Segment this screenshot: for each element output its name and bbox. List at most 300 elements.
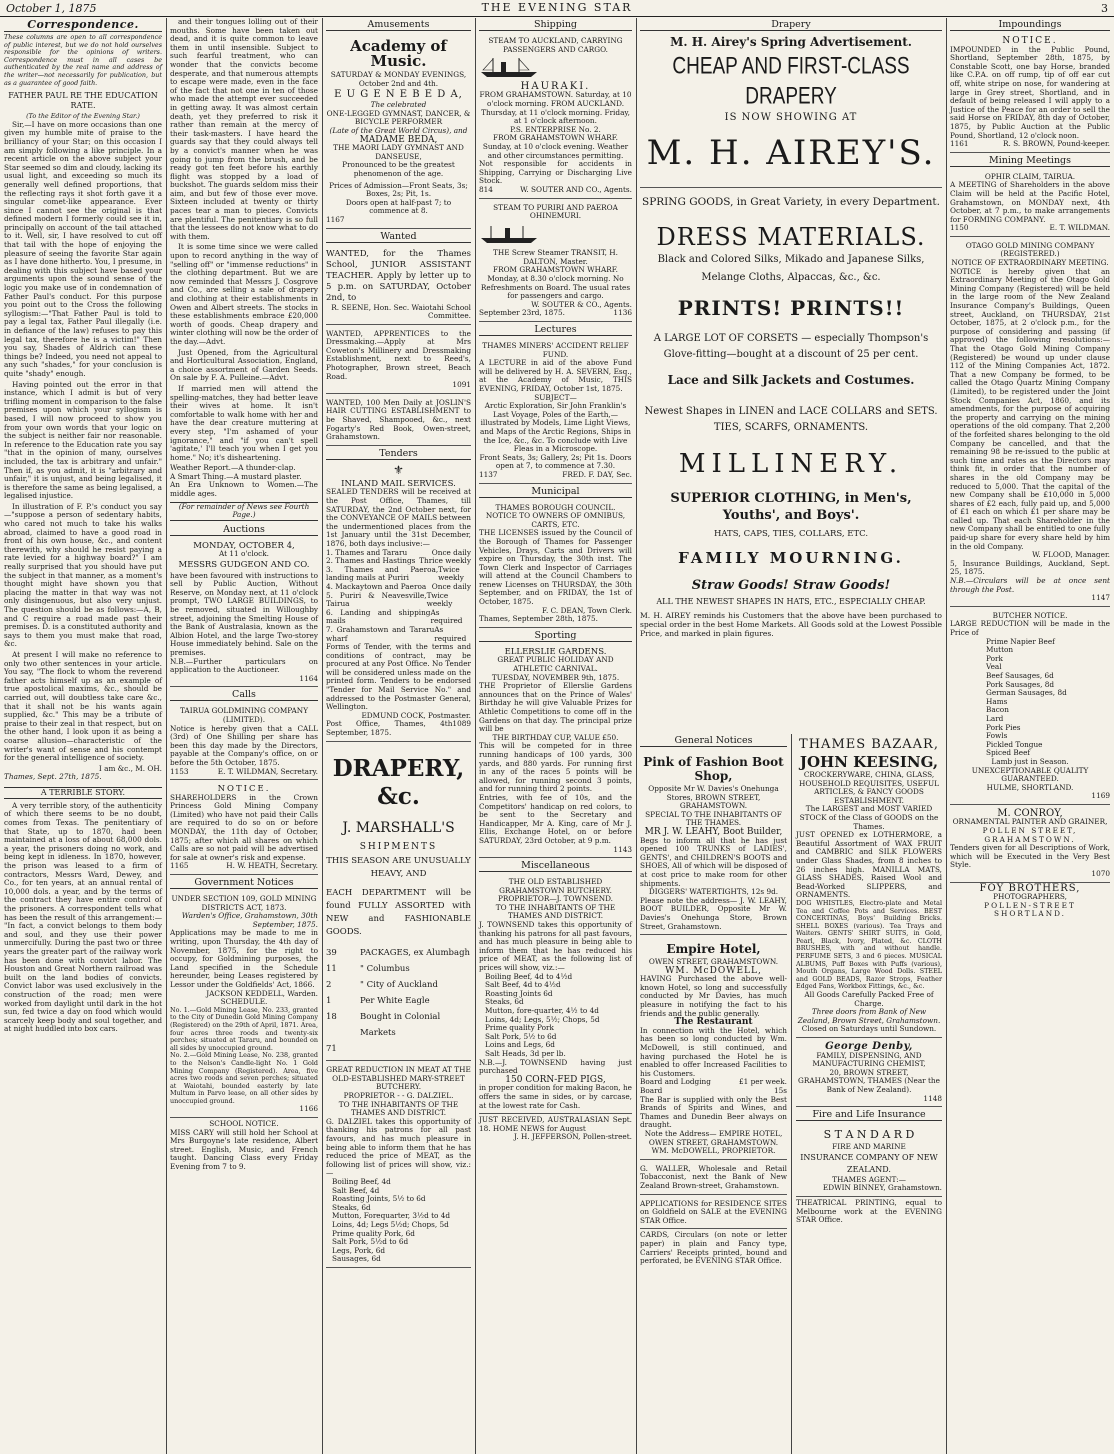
ad-number: 1136 (613, 308, 632, 318)
airey-reminder: M. H. AIREY reminds his Customers that the above have been purchased to special order in the best Home Markets. All Goods sold at the Lowest Possible Price, and marked in plain figures. (640, 610, 942, 638)
letter-signature: I am &c., M. OH. (98, 763, 162, 773)
marshall-ad (326, 744, 471, 1062)
butcher-item: Pork (986, 653, 1003, 663)
event-body: THE Proprietor of Ellerslie Gardens announces that on the Prince of Wales' Birthday he will give Valuable Prizes for Athletic Competitions to come off in the Gardens on that day. The principal prize will be (479, 681, 632, 734)
notice-signature: JACKSON KEDDELL, Warden. (206, 988, 318, 998)
section-heading: Correspondence. (4, 18, 162, 32)
boot-shop-ad (640, 750, 787, 935)
cargo-row (326, 961, 471, 977)
notice-ad (170, 782, 318, 875)
section-heading: Amusements (326, 19, 471, 31)
butchery-title: THE OLD ESTABLISHED GRAHAMSTOWN BUTCHERY. (499, 877, 612, 895)
ad-number: 814 (479, 184, 493, 194)
hotel-proprietor: WM. McDOWELL, (665, 965, 762, 976)
price-item: Mutton, fore-quarter, 4½ to 4d (485, 1006, 599, 1015)
insurer-name: S T A N D A R D (823, 1128, 915, 1142)
butcher-list (950, 638, 1110, 758)
butcher-item: Veal (986, 662, 1002, 672)
price-item: Mutton, Forequarter, 3½d to 4d (332, 1211, 451, 1221)
calls-ad (170, 704, 318, 780)
meeting-body: A MEETING of Shareholders in the above Claim will be held at the Pacific Hotel, Grahamstown, on MONDAY next, 4th October, at 7 p.m., to make arrangements for FORMING COMPANY. (950, 180, 1110, 224)
schedule-item: No. 2.—Gold Mining Lease, No. 238, granted to the Nelson's Candle-light No. 1 Gold Mining Company (Registered). Area, five acres two roods and seven perches; situated at Waiotahi, bounded easterly by late Multum in Parvo lease, on all other sides by unoccupied ground. (170, 1051, 318, 1105)
wanted-ad (326, 246, 471, 325)
mourning-line: FAMILY MOURNING. (678, 549, 904, 568)
cargo-row (326, 977, 471, 993)
chemist-trade: FAMILY, DISPENSING, AND MANUFACTURING CHEMIST, (812, 1050, 926, 1069)
route-title: STEAM TO PURIRI AND PAEROA OHINEMURI. (493, 202, 618, 221)
butcher-item: Pork Pies (986, 722, 1021, 732)
route-frequency: Thrice weekly (419, 556, 471, 566)
bazaar-hours: Closed on Saturdays until Sundown. (801, 1024, 937, 1034)
cargo-description: PACKAGES, ex Alumbagh (360, 948, 470, 959)
wanted-ad (326, 327, 471, 394)
ad-number: 1150 (950, 223, 969, 233)
butchery-body: J. TOWNSEND takes this opportunity of thanking his patrons for all past favours, and has much pleasure in being able to inform them that he has reduced his price of MEAT, as the following list of prices will show, viz.:— (479, 920, 632, 973)
calls-body: Notice is hereby given that a CALL (3rd) of One Shilling per share has been this day made by the Directors, payable at the Company's office, on or before the 5th October, 1875. (170, 723, 318, 767)
photographer-trade: PHOTOGRAPHERS, (993, 892, 1067, 902)
venue-name: ELLERSLIE GARDENS. (504, 646, 607, 657)
chemist-ad (796, 1040, 942, 1107)
ad-date: September 23rd, 1875. (479, 308, 565, 318)
story-title: A TERRIBLE STORY. (4, 787, 162, 799)
insurer-company: INSURANCE COMPANY OF NEW ZEALAND. (800, 1152, 938, 1174)
merchant-name: J. MARSHALL'S (342, 819, 455, 836)
photographer-name: FOY BROTHERS, (979, 882, 1081, 894)
butchery-note: N.B.—J. TOWNSEND having just purchased (479, 1057, 632, 1076)
otago-ad (950, 239, 1110, 607)
shipments-heading: SHIPMENTS (359, 841, 438, 852)
butcher-name: HULME, SHORTLAND. (986, 782, 1074, 792)
company-name: OTAGO GOLD MINING COMPANY (REGISTERED.) (965, 240, 1095, 259)
section-heading: Calls (170, 689, 318, 701)
hotel-ad (640, 937, 787, 1160)
cards-ad: CARDS, Circulars (on note or letter paper) in plain and Fancy type, Carriers' Receipts printed, bound and perforated, be EVENING STAR Office. (640, 1230, 787, 1266)
ad-number: 1148 (923, 1093, 942, 1103)
schedule-heading: SCHEDULE. (220, 997, 268, 1007)
butcher-item: Bacon (986, 705, 1009, 715)
insurer-agent-label: THAMES AGENT:— (832, 1174, 906, 1184)
shop-address-note: Please note the address— J. W. LEAHY, BOOT BUILDER, Opposite Mr W. Davies's Onehunga Store, Brown Street, Grahamstown. (640, 895, 787, 931)
ad-number: 1153 (170, 766, 189, 776)
ophir-ad (950, 170, 1110, 237)
silks-line: Black and Colored Silks, Mikado and Japanese Silks, Melange Cloths, Alpaccas, &c., &c. (657, 253, 925, 283)
tender-terms: Forms of Tender, with the terms and conditions of contract, may be procured at any Post Office. No Tender will be considered unless made on the printed form. Tenders to be endorsed "Tender for Mail Service No." and addressed to the Postmaster General, Wellington. (326, 642, 471, 712)
ad-number: 1091 (452, 380, 471, 390)
wanted-ad (326, 396, 471, 446)
auction-ad (170, 539, 318, 688)
school-body: MISS CARY will still hold her School at Mrs Burgoyne's late residence, Albert street. English, Music, and French taught. Dancing Class every Friday Evening from 7 to 9. (170, 1127, 318, 1172)
column-drapery (636, 18, 946, 738)
price-item: Boiling Beef, 4d to 4½d (485, 971, 573, 981)
meat-address-line: TO THE INHABITANTS OF THE THAMES AND DISTRICT. (338, 1099, 459, 1118)
school-heading: SCHOOL NOTICE. (209, 1119, 279, 1129)
butcher-intro: LARGE REDUCTION will be made in the Price of (950, 619, 1110, 637)
route-frequency: As required (434, 624, 467, 643)
shop-special: SPECIAL TO THE INHABITANTS OF THE THAMES. (645, 809, 782, 828)
painter-name: M. CONROY, (997, 807, 1063, 819)
section-heading: Tenders (326, 448, 471, 460)
straw-line: Straw Goods! Straw Goods! (691, 578, 891, 594)
jackets-line: Lace and Silk Jackets and Costumes. (667, 372, 915, 387)
photographer-ad (950, 882, 1110, 919)
paper-title: THE EVENING STAR (481, 1, 633, 14)
column-correspondence (0, 18, 166, 1454)
butcher-item: Beef Sausages, 6d (986, 670, 1054, 680)
section-heading: Fire and Life Insurance (796, 1109, 942, 1121)
route-frequency: Twice weekly (438, 564, 464, 583)
agent-signature: W. SOUTER AND CO., Agents. (520, 184, 632, 194)
newest-hats-line: ALL THE NEWEST SHAPES IN HATS, ETC., ESPECIALLY CHEAP. (656, 597, 926, 607)
meat-ad (326, 1063, 471, 1268)
butchery-address-line: TO THE INHABITANTS OF THE THAMES AND DISTRICT. (495, 902, 616, 921)
bazaar-opened: JUST OPENED ex LOTHERMORE, a Beautiful Assortment of WAX FRUIT and CAMBRIC and SILK FLOWERS under Glass Shades, from 8 inches to 26 inches high. MANILLA MATS, GLASS SHADES, Raised Wool and Bead-Worked SLIPPERS, and ORNAMENTS. (796, 830, 942, 900)
price-item: Loins, 4d; Legs 5½d; Chops, 5d (332, 1219, 449, 1229)
notice-title: NOTICE TO OWNERS OF OMNIBUS, CARTS, ETC. (485, 511, 626, 529)
tender-date: Post Office, Thames, 4th September, 1875. (326, 719, 453, 738)
letter-title: FATHER PAUL RE THE EDUCATION RATE. (8, 91, 158, 110)
ad-number: 1070 (1091, 869, 1110, 879)
column-amusements (322, 18, 475, 1454)
board-item: Board and Lodging (640, 1077, 711, 1087)
route-name: 3. Thames and Paeroa, landing mails at Puriri (326, 564, 439, 583)
news-paragraph: If married men will attend the spelling-matches, they had better leave their wives at home. It isn't comfortable to walk home with her and have the dear creature muttering at every step, "I'm ashamed of your ignorance," and "if you can't spell 'agitate,' I'll teach you when I get you home." No; it's disheartening. (170, 383, 318, 462)
meat-proprietor: PROPRIETOR - - G. DALZIEL. (343, 1091, 454, 1100)
prize-title: THE BIRTHDAY CUP, VALUE £50. (492, 732, 619, 742)
cargo-row (326, 945, 471, 961)
wanted-body: WANTED, 100 Men Daily at JOSLIN'S HAIR CUTTING ESTABLISHMENT to be Shaved, Shampooed, &c., next Fogarty's Red Book, Owen-street, Grahamstown. (326, 397, 471, 442)
route-frequency: Twice weekly (426, 590, 453, 609)
government-notice (170, 892, 318, 1118)
board-price: 15s (773, 1086, 787, 1095)
letter-paragraph: Sir,—I have on more occasions than one given my humble mite of praise to the brilliancy of your Star; on this occasion I am simply following a like principle. In a recent article on the above subject your Star seemed so dim and cloudy, lacking its usual light, and exceeding so much its generally well defined proportions, that the reflecting rays it shot forth gave it a singular comet-like appearance. Ever since I cannot see the original is that defined modern I formerly could see it in, principally on account of the tail attached to it. Well, sir, I have resolved to cut off that tail with the hope of enjoying the pleasure of seeing the favorite Star again as I have done hitherto. You, I presume, in dealing with this subject have based your arguments upon the sound sense of the logic you make use of in condemnation of Father Paul's conduct. For this purpose you point out to the Cross the following syllogism:—"That Father Paul is told to pay a legal tax, Father Paul illegally (i.e. in defiance of the law) refuses to pay this legal tax, therefore he is a victim!" Then you say, Shades of Aldrich can these things be? Indeed, you need not appeal to any such "shades," for your conclusion is quite "shady" enough. (4, 119, 162, 378)
painter-address: POLLEN STREET, GRAHAMSTOWN. (982, 826, 1078, 844)
notice-heading: NOTICE. (1002, 36, 1058, 46)
section-heading: Government Notices (170, 877, 318, 889)
hotel-signature: Note the Address— EMPIRE HOTEL, OWEN STREET, GRAHAMSTOWN. WM. McDOWELL, PROPRIETOR. (644, 1128, 783, 1156)
ad-number: 1147 (1091, 593, 1110, 603)
cargo-row (326, 1009, 471, 1041)
cargo-description: " City of Auckland (360, 980, 438, 991)
section-heading: Lectures (479, 324, 632, 336)
ad-number: 1169 (1091, 791, 1110, 801)
lecture-body: A LECTURE in aid of the above Fund will be delivered by H. A. SEVERN, Esq., at the Academy of Music, THIS EVENING, FRIDAY, October 1st, 1875. (479, 358, 632, 393)
insurer-type: FIRE AND MARINE (832, 1142, 906, 1152)
tender-ad (326, 463, 471, 742)
performer-note: Pronounced to be the greatest phenomenon of the age. (342, 160, 455, 178)
performer-act: ONE-LEGGED GYMNAST, DANCER, & BICYCLE PERFORMER (326, 108, 471, 127)
lecture-title: THAMES MINERS' ACCIDENT RELIEF FUND. (482, 341, 629, 359)
price-item: Boiling Beef, 4d (332, 1176, 391, 1186)
ad-number: 1089 (452, 719, 471, 729)
cargo-quantity: 2 (326, 980, 332, 991)
tender-signature: EDMUND COCK, Postmaster. (361, 710, 471, 720)
price-item: Steaks, 6d (485, 997, 524, 1007)
event-title: GREAT PUBLIC HOLIDAY AND ATHLETIC CARNIVAL. (497, 655, 614, 674)
section-heading: Mining Meetings (950, 155, 1110, 167)
auctioneer-name: MESSRS GUDGEON AND CO. (178, 560, 310, 571)
price-item: Prime quality Pork (485, 1023, 554, 1033)
section-heading: Impoundings (950, 19, 1110, 31)
price-item: Loins, 4d; Legs, 5½; Chops, 5d (485, 1014, 600, 1024)
shop-body: Begs to inform all that he has just opened 100 TRUNKS of LADIES', GENTS', and CHILDREN'S BOOTS and SHOES, All of which will be disposed of at cost price to make room for other shipments. (640, 835, 787, 888)
hats-line: HATS, CAPS, TIES, COLLARS, ETC. (713, 528, 869, 539)
news-paragraph: and their tongues lolling out of their mouths. Some have been taken out dead, and it is quite common to leave them in until insensible. Subject to such fearful treatment, who can wonder that the convicts become desperate, and that numerous attempts to escape were made, even in the face of the fact that not one in ten of those who made the attempt ever succeeded in getting away. It was almost certain death, yet they preferred to risk it rather than remain at the mercy of their task-masters. I have heard the guards say that they could always tell by a convict's manner when he was going to jump from the brush, and be ready got ten feet before his earthly flight was stopped by a load of buckshot. The guards seldom miss their aim, and but few of those ever move. Sixteen included at twenty or thirty paces tear a man to pieces. Convicts are plentiful. The penitentiary is so full that the lessees do not know what to do with them. (170, 18, 318, 241)
section-heading: Wanted (326, 231, 471, 243)
store-name: M. H. AIREY'S. (646, 132, 936, 173)
agent-signature: W. SOUTER & CO., Agents. (531, 299, 632, 309)
auction-note: N.B.—Further particulars on application to the Auctioneer. (170, 656, 318, 675)
route-frequency: As required (430, 607, 463, 626)
story-text: A very terrible story, of the authenticity of which there seems to be no doubt, comes from Texas. The penitentiary of that State, up to 1870, had been maintained at a loss of about 68,000 dols. a year, the prisoners doing no work, and being kept in idleness. In 1870, however, the prison was leased to a firm of contractors, Messrs Ward, Dewey, and Co., for ten years, at an annual rental of 10,000 dols. a year, and by the terms of the contract they have entire control of the prisoners. A correspondent tells what has been the result of this arrangement:— "In fact, a convict belongs to them body and soul, and they use their power unmercifully. During the past two or three years the greater part of the railway work has been done with convict labor. The Houston and Great Northern railroad was built on the land bodies of convicts. Convict labor was used exclusively in the construction of the road; men were worked from daylight until dark in the hot sun, fed twice a day on food which would scarcely keep body and soul together, and at night huddled into box cars. (4, 800, 162, 1034)
column-news (166, 18, 322, 1454)
shop-address: Opposite Mr W. Davies's Onehunga Stores, BROWN STREET, GRAHAMSTOWN. (648, 784, 779, 811)
admission-prices: Prices of Admission—Front Seats, 3s; Boxes, 2s; Pit, 1s. (329, 180, 468, 199)
butcher-item: Prime Napier Beef (986, 636, 1055, 646)
notice-signature: H. W. HEATH, Secretary. (226, 861, 318, 871)
meeting-address: 5, Insurance Buildings, Auckland, Sept. 25, 1875. (950, 558, 1110, 577)
shop-name: Pink of Fashion Boot Shop, (643, 755, 784, 783)
drapery-heading: DRAPERY, &c. (332, 754, 465, 810)
chemist-address: 20, BROWN STREET, GRAHAMSTOWN, THAMES (Near the Bank of New Zealand). (798, 1067, 940, 1094)
price-item: Salt Beef, 4d to 4½d (485, 980, 561, 990)
section-heading: General Notices (640, 735, 787, 747)
section-heading: Municipal (479, 486, 632, 498)
section-heading: Miscellaneous (479, 860, 632, 872)
tender-body: SEALED TENDERS will be received at the Post Office, Thames, till SATURDAY, the 2nd October next, for the CONVEYANCE OF MAILS between the undermentioned places from the 1st January until the 31st December, 1876, both days inclusive:— (326, 487, 471, 548)
notice-body: SHAREHOLDERS in the Crown Princess Gold Mining Company (Limited) who have not paid their Calls are required to do so on or before MONDAY, the 11th day of October, 1875; after which all shares on which Calls are so not paid will be advertised for sale at owner's risk and expense. (170, 792, 318, 862)
bazaar-location: Three doors from Bank of New Zealand, Brown Street, Grahamstown. (797, 1007, 941, 1025)
letter-dateline: Thames, Sept. 27th, 1875. (4, 772, 102, 782)
route-name: 1. Thames and Tararu (326, 547, 408, 557)
performer-note: (Late of the Great World Circus), and (329, 125, 468, 135)
painter-ad (950, 807, 1110, 883)
tender-title: INLAND MAIL SERVICES. (341, 478, 456, 489)
cargo-row (326, 993, 471, 1009)
ad-number: 1166 (299, 1104, 318, 1114)
show-dates: SATURDAY & MONDAY EVENINGS, October 2nd and 4th. (330, 70, 467, 88)
restaurant-heading: The Restaurant (674, 1017, 753, 1028)
wit-line: Weather Report.—A thunder-clap. (170, 463, 296, 473)
clothing-line: SUPERIOR CLOTHING, in Men's, Youths', and Boys'. (670, 490, 912, 523)
butcher-ad (950, 609, 1110, 805)
price-item: Steaks, 6d (332, 1202, 371, 1212)
butcher-item: Pickled Tongue (986, 739, 1043, 749)
ad-showing: IS NOW SHOWING AT (724, 112, 858, 123)
hotel-body: HAVING Purchased the above well-known Hotel, so long and successfully conducted by Mr Davies, has much pleasure in notifying the fact to his friends and the public generally. (640, 974, 787, 1018)
price-item: Salt Pork, 5½d to 6d (332, 1237, 409, 1247)
price-item: Roasting Joints 6d (485, 988, 553, 998)
chemist-name: George Denby, (825, 1041, 913, 1052)
butcher-item: Lard (986, 713, 1004, 723)
butcher-item: German Sausages, 8d (986, 688, 1067, 698)
notice-signature: F. C. DEAN, Town Clerk. (542, 605, 632, 615)
millinery-line: MILLINERY. (678, 448, 904, 479)
vessel-name: P.S. ENTERPRISE No. 2. (510, 124, 601, 134)
performer-note: The celebrated (370, 100, 427, 110)
photographer-address: POLLEN-STREET SHORTLAND. (984, 900, 1076, 919)
meeting-note: N.B.—Circulars will be at once sent through the Post. (950, 576, 1110, 594)
steamship-icon (479, 223, 539, 245)
meat-price-list (326, 1178, 471, 1264)
insurer-agent: EDWIN BINNEY, Grahamstown. (822, 1183, 942, 1193)
ad-number: 1165 (170, 861, 189, 871)
letter-to: (To the Editor of the Evening Star.) (26, 112, 140, 121)
butcher-item: Hams (986, 696, 1008, 706)
butcher-heading: BUTCHER NOTICE. (992, 610, 1068, 620)
butcher-quality: UNEXCEPTIONABLE QUALITY GUARANTEED. (971, 765, 1089, 784)
notice-heading: NOTICE. (217, 784, 271, 795)
department-line: EACH DEPARTMENT will be found FULLY ASSORTED with NEW and FASHIONABLE GOODS. (326, 888, 471, 938)
painter-body: Tenders given for all Descriptions of Work, which will be Executed in the Very Best Style. (950, 843, 1110, 870)
calls-signature: E. T. WILDMAN, Secretary. (217, 766, 318, 776)
bazaar-ad (796, 734, 942, 1038)
ad-number: 1137 (479, 469, 498, 479)
meeting-title: NOTICE OF EXTRAORDINARY MEETING. (951, 258, 1109, 268)
cargo-list (326, 945, 471, 1057)
performer-act: THE MAORI LADY GYMNAST AND DANSEUSE, (333, 143, 464, 161)
sporting-ad (479, 645, 632, 858)
bazaar-owner: JOHN KEESING, (799, 753, 939, 771)
price-item: Prime quality Pork, 6d (332, 1228, 415, 1238)
prize-body: This will be competed for in three running handicaps of 100 yards, 300 yards, and 880 yards. For running first in any of the races 5 points will be allowed, for running second 3 points, and for running third 2 points. (479, 741, 632, 794)
ad-number: 1164 (299, 673, 318, 683)
liability-note: Not responsible for accidents in Shipping, Carrying or Discharging Live Stock. (479, 159, 632, 186)
butcher-item: Pork Sausages, 8d (986, 679, 1055, 689)
column-general-notices (636, 734, 791, 1454)
royal-arms-icon: ⚜ (393, 462, 404, 477)
cargo-description: Bought in Colonial Markets (360, 1012, 441, 1039)
collars-line: Newest Shapes in LINEN and LACE COLLARS and SETS. TIES, SCARFS, ORNAMENTS. (644, 405, 938, 433)
butcher-lamb: Lamb just in Season. (991, 756, 1069, 766)
academy-ad (326, 34, 471, 229)
prints-line: PRINTS! PRINTS!! (677, 295, 905, 320)
price-item: Loins and Legs, 6d (485, 1040, 555, 1050)
route-name: 5. Puriri & Neavesville, Tairua (326, 590, 427, 609)
shop-owner: MR J. W. LEAHY, Boot Builder, (644, 826, 783, 837)
venue-name: Academy of Music. (350, 37, 447, 70)
impound-body: IMPOUNDED in the Public Pound, Shortland, September 28th, 1875, by Constable Scott, one bay Horse, branded like C.P.A. on off rump, tip of off ear cut off, white stripe on nose, for wandering at large in Grey street, Shortland, and in default of being released I will apply to a Justice of the Peace for an order to sell the said Horse on FRIDAY, 8th day of October, 1875, by Public Auction at the Public Pound, Shortland, 12 o'clock noon. (950, 44, 1110, 140)
sailing-times: FROM GRAHAMSTOWN. Saturday, at 10 o'clock morning. FROM AUCKLAND. Thursday, at 11 o'clock morning. Friday, at 1 o'clock afternoon. (479, 90, 632, 126)
auction-time: At 11 o'clock. (218, 549, 270, 559)
cargo-description (360, 1041, 471, 1057)
steamer-ad (479, 34, 632, 199)
column-shipping (475, 18, 636, 1454)
wanted-body: WANTED, for the Thames School, JUNIOR ASSISTANT TEACHER. Apply by letter up to 5 p.m. on SATURDAY, October 2nd, to (326, 248, 471, 303)
bazaar-stock: The LARGEST and MOST VARIED STOCK of the Class of GOODS on the Thames. (799, 804, 939, 831)
section-heading: Drapery (640, 19, 942, 31)
news-signature: J. H. JEFFERSON, Pollen-street. (514, 1132, 632, 1142)
door-times: Doors open at half-past 7; to commence at 8. (345, 197, 452, 216)
performer-name: MADAME BEDA, (359, 134, 438, 145)
board-price: £1 per week. (738, 1077, 787, 1087)
impound-signature: R. S. BROWN, Pound-keeper. (1002, 139, 1110, 149)
issue-date: October 1, 1875 (6, 2, 97, 15)
hotel-name: Empire Hotel, (666, 942, 761, 957)
claim-name: OPHIR CLAIM, TAIRUA. (984, 171, 1076, 181)
municipal-ad (479, 501, 632, 628)
section-heading: Auctions (170, 524, 318, 536)
ad-number: 1161 (950, 139, 969, 149)
lecture-prices: Front Seats, 3s; Gallery, 2s; Pit 1s. Doors open at 7, to commence at 7.30. (479, 452, 632, 471)
news-paragraph: It is some time since we were called upon to record anything in the way of "selling off" or "immense reductions" in the clothing department. But we are now reminded that Messrs J. Cosgrove and Co., are selling a sale of drapery and clothing at their establishments in Owen and Albert streets. The stocks in these establishments embrace £20,000 worth of goods. Cheap drapery and winter clothing will now be the order of the day.—Advt. (170, 242, 318, 346)
corsets-line: A LARGE LOT OF CORSETS — especially Thompson's Glove-fitting—bought at a discount of 25 per cent. (653, 332, 929, 360)
masthead (0, 0, 1114, 17)
page-number: 3 (1101, 2, 1108, 15)
pigs-body: in proper condition for making Bacon, he offers the same in sides, or by carcase, at the lowest rate for Cash. (479, 1083, 632, 1110)
route-row (326, 566, 471, 583)
painter-trade: ORNAMENTAL PAINTER AND GRAINER, (952, 817, 1108, 827)
steamer-ad (479, 201, 632, 323)
route-list (326, 549, 471, 644)
bazaar-list: DOG WHISTLES, Electro-plate and Metal Tea and Coffee Pots and Services. BEST CONCERTINAS, Boys' Building Bricks. SHELL BOXES (various). Tea Trays and Waiters. GENTS' SHIRT SUITS, in Gold, Pearl, Black, Ivory, Plated, &c. CLOTH BRUSHES, with and without handle. PERFUME SETS, 3 and 6 pieces. MUSICAL ALBUMS, Puff Boxes with Puffs (various), Mouth Organs, Large Wood Dolls. STEEL and GOLD BEADS, Razor Strops, Feather Edged Fans, Workbox Fittings, &c., &c. (796, 898, 942, 991)
letter-paragraph: Having pointed out the error in that instance, which I admit is but of very trifling moment in comparison to the false premises upon which your syllogism is based, I will now proceed to show you from your own words that your logic on the subject is neither fair nor reasonable. In reference to the Education rate you say "that in the opinion of many, ourselves included, the tax is arbitrary and unfair." Then if, as you admit, it is "arbitrary and unfair," it is unjust, and being legalised, it is therefore the same as being legalised, a legalised injustice. (4, 379, 162, 501)
price-item: Salt Pork, 5½ to 6d (485, 1031, 557, 1041)
cargo-description: Per White Eagle (360, 996, 430, 1007)
butchery-ad (479, 875, 632, 1114)
meat-body: G. DALZIEL takes this opportunity of thanking his patrons for all past favours, and has much pleasure in being able to inform them that he has reduced the price of MEAT, as the following list of prices will show, viz.:— (326, 1116, 471, 1178)
notice-date: Thames, September 28th, 1875. (479, 614, 598, 624)
route-name: 7. Grahamstown and Tararu wharf (326, 624, 435, 643)
bazaar-name: THAMES BAZAAR, (799, 737, 939, 752)
cargo-quantity: 11 (326, 964, 337, 975)
section-heading: Shipping (479, 19, 632, 31)
route-name: 2. Thames and Hastings (326, 556, 416, 566)
hotel-address: OWEN STREET, GRAHAMSTOWN. (648, 957, 779, 967)
butchery-price-list (479, 973, 632, 1059)
bar-note: The Bar is supplied with only the Best Brands of Spirits and Wines, and Thames and Dunedin Beer always on draught. (640, 1094, 787, 1130)
price-item: Legs, Pork, 6d (332, 1245, 386, 1255)
route-name: 4. Mackaytown and Paeroa (326, 581, 427, 591)
tobacconist-ad: G. WALLER, Wholesale and Retail Tobacconist, next the Bank of New Zealand Brown-street, Grahamstown. (640, 1162, 787, 1195)
board-row (640, 1078, 787, 1087)
ad-number: 1167 (326, 214, 345, 224)
notice-body: THE LICENSES issued by the Council of the Borough of Thames for Passenger Vehicles, Drays, Carts and Drivers will expire on Thursday, the 30th inst. The Town Clerk and Inspector of Carriages will attend at the Council Chambers to renew Licenses on THURSDAY, the 30th September, and on FRIDAY, the 1st of October, 1875. (479, 528, 632, 607)
disclaimer: These columns are open to all correspondence of public interest, but we do not hold ourselves responsible for the opinions of writers. Correspondence must in all cases be authenticated by the real name and address of the writer—not necessarily for publication, but as a guarantee of good faith. (4, 33, 162, 87)
insurance-ad (796, 1124, 942, 1197)
ad-number: 1143 (613, 844, 632, 854)
restaurant-body: In connection with the Hotel, which has been so long conducted by Wm. McDowell, is still continued, and having purchased the Hotel he is enabled to offer Increased Facilities to his Customers. (640, 1025, 787, 1078)
notice-office: Warden's Office, Grahamstown, 30th September, 1875. (181, 911, 318, 929)
section-heading: Sporting (479, 630, 632, 642)
lecture-subject: Arctic Exploration, Sir John Franklin's Last Voyage, Poles of the Earth,—illustrated by Models, Lime Light Views, and Maps of the Arctic Regions, Ships in the Ice, &c., &c. To conclude with Live Fleas in a Microscope. (480, 401, 631, 454)
vessel-name: HAURAKI. (520, 80, 591, 92)
cargo-quantity: 1 (326, 996, 332, 1007)
board-rates (640, 1078, 787, 1095)
season-line: THIS SEASON ARE UNUSUALLY HEAVY, AND (326, 856, 471, 880)
butcher-item: Mutton (986, 645, 1014, 655)
route-row (326, 592, 471, 609)
notice-title: UNDER SECTION 109, GOLD MINING DISTRICTS ACT, 1873. (171, 894, 317, 912)
column-bazaar (791, 734, 946, 1454)
spring-goods-line: SPRING GOODS, in Great Variety, in every Department. (640, 187, 942, 209)
lecture-subject-heading: SUBJECT— (534, 392, 577, 402)
route-title: STEAM TO AUCKLAND, CARRYING PASSENGERS AND CARGO. (488, 36, 623, 54)
cargo-quantity: 18 (326, 1012, 337, 1023)
lecture-ad (479, 339, 632, 484)
entries-body: Entries, with fee of 10s, and the Competitors' handicap on red colors, to be sent to the Secretary and Handicapper, Mr A. King, care of Mr J. Ellis, Exchange Hotel, on or before SATURDAY, 23rd October, at 9 p.m. (479, 792, 632, 845)
company-name: TAIRUA GOLDMINING COMPANY (LIMITED). (179, 706, 309, 724)
meat-title: GREAT REDUCTION IN MEAT AT THE OLD-ESTABLISHED MARY-STREET BUTCHERY. (326, 1065, 471, 1092)
letter-paragraph: In illustration of F. P.'s conduct you say—"suppose a person of sedentary habits, who cared not much to take his walks abroad, claimed to have a good road in front of his own house, &c., and content therewith, why should he resist paying a rate levied for a highway board?" I am really surprised that you should have put the subject in that manner, as a moment's thought might have shown you that placing the matter in that way was not only disingenuous, but also very unjust. The question should be as follows:—A, B, and C require a road made past their premises. D. is a constituted authority and says to them you must make that road, &c. (4, 501, 162, 649)
bazaar-packing: All Goods Carefully Packed Free of Charge. (804, 990, 934, 1008)
cargo-description: " Columbus (360, 964, 410, 975)
cargo-quantity: 71 (326, 1044, 337, 1055)
cargo-row (326, 1041, 471, 1057)
schedule-item: No. 1.—Gold Mining Lease, No. 233, granted to the City of Dunedin Gold Mining Company (Registered) on the 29th of April, 1871. Area, four acres three roods and twenty-six perches; situated at Tararu, and bounded on all sides by unoccupied ground. (170, 1005, 318, 1052)
event-date: TUESDAY, NOVEMBER 9th, 1875. (491, 672, 620, 682)
wit-line: An Era Unknown to Women.—The middle ages. (170, 480, 318, 499)
letter-paragraph: At present I will make no reference to only two other sentences in your article. You say, "The flock to whom the reverend father acts himself up as an example of true apostolical maxims, &c., should be carried out, will doubtless take care &c., that it shall not be his wants again supplied, &c." This may be a tribute of praise to their zeal in that respect, but on the other hand, I look upon it as being a coarse allusion—characteristic of the writer's want of sense and his contempt for the general intelligence of society. (4, 649, 162, 763)
